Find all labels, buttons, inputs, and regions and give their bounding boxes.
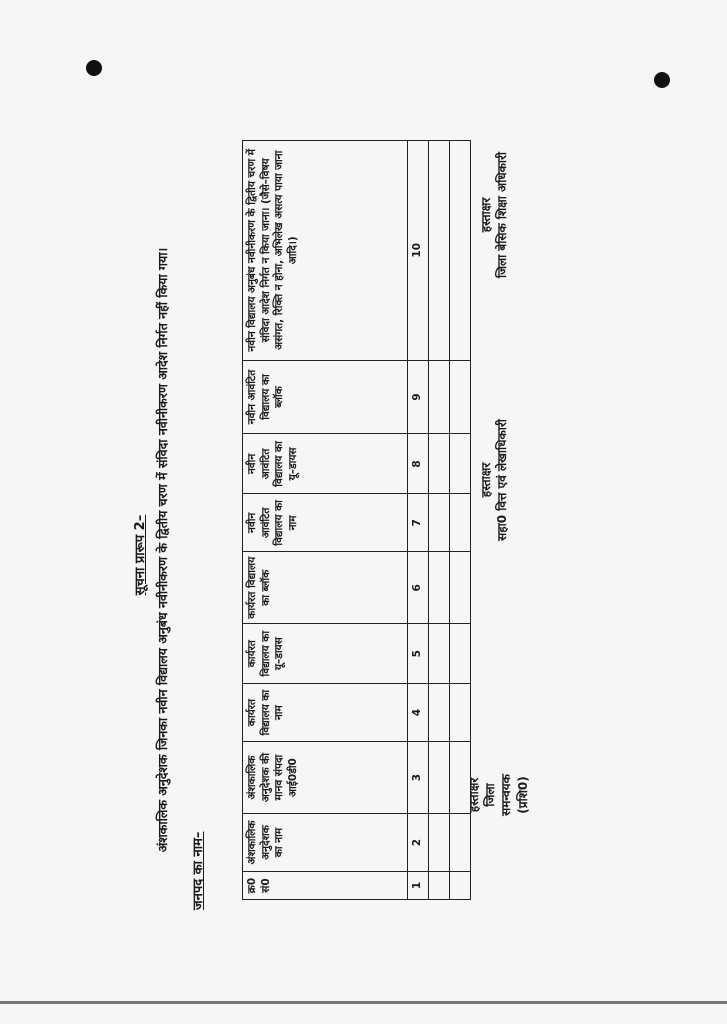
column-header: कार्यरत विद्यालय का यू–डायस: [243, 624, 408, 684]
column-number: 8: [408, 434, 429, 494]
column-number: 9: [408, 360, 429, 434]
column-number: 2: [408, 814, 429, 872]
column-number: 5: [408, 624, 429, 684]
signature-line: जिला बेसिक शिक्षा अधिकारी: [495, 151, 510, 279]
empty-cell: [429, 814, 450, 872]
column-number: 4: [408, 684, 429, 742]
empty-cell: [429, 434, 450, 494]
signature-block-basic-education-officer: [478, 120, 510, 310]
column-header: नवीन आवंटित विद्यालय का यू–डायस: [243, 434, 408, 494]
table-header-row: [243, 141, 408, 900]
empty-cell: [450, 434, 471, 494]
empty-cell: [429, 624, 450, 684]
empty-cell: [429, 360, 450, 434]
empty-cell: [450, 684, 471, 742]
empty-data-row: [429, 141, 450, 900]
page-bottom-edge: [0, 1001, 727, 1004]
empty-cell: [450, 872, 471, 900]
column-header: नवीन आवंटित विद्यालय का ब्लॉक: [243, 360, 408, 434]
district-name-label: जनपद का नाम–: [191, 831, 206, 910]
empty-cell: [450, 552, 471, 624]
signature-block-district-coordinator: [466, 750, 531, 840]
empty-cell: [429, 552, 450, 624]
empty-cell: [429, 872, 450, 900]
punch-hole-mark: [86, 60, 102, 76]
column-number: 1: [408, 872, 429, 900]
empty-cell: [450, 624, 471, 684]
column-header: अंशकालिक अनुदेशक की मानव संपदा आई0डी0: [243, 742, 408, 814]
empty-cell: [450, 360, 471, 434]
column-header: अंशकालिक अनुदेशक का नाम: [243, 814, 408, 872]
form-subheading: अंशकालिक अनुदेशक जिनका नवीन विद्यालय अनुबंध नवीनीकरण के द्वितीय चरण में संविदा नवीनीकरण आदेश निर्गत नहीं किया गया।: [155, 247, 170, 853]
column-header: कार्यरत विद्यालय का ब्लॉक: [243, 552, 408, 624]
column-number: 3: [408, 742, 429, 814]
signature-line: जिला: [483, 783, 498, 807]
empty-cell: [429, 684, 450, 742]
empty-cell: [450, 494, 471, 552]
column-header: कार्यरत विद्यालय का नाम: [243, 684, 408, 742]
instructor-table: [242, 140, 471, 900]
column-header: नवीन विद्यालय अनुबंध नवीनीकरण के द्वितीय चरण में संविदा आदेश निर्गत न किया जाना। (जैसे–विषय असंगत, रिक्ति न होना, अभिलेख असत्य पाया जाना आदि।): [243, 141, 408, 361]
column-number-row: [408, 141, 429, 900]
signature-block-finance-officer: [478, 380, 510, 580]
signature-line: हस्ताक्षर: [479, 462, 493, 498]
signature-line: समन्वयक: [499, 774, 514, 816]
signature-line: सहा0 वित्त एवं लेखाधिकारी: [495, 419, 510, 541]
signature-line: हस्ताक्षर: [467, 777, 481, 813]
form-heading: सूचना प्रारूप 2–: [133, 514, 148, 596]
empty-cell: [450, 141, 471, 361]
empty-cell: [429, 742, 450, 814]
signature-line: (प्रशि0): [515, 776, 530, 814]
empty-cell: [429, 141, 450, 361]
column-header: क्र0 सं0: [243, 872, 408, 900]
punch-hole-mark: [654, 72, 670, 88]
column-number: 10: [408, 141, 429, 361]
empty-cell: [429, 494, 450, 552]
signature-line: हस्ताक्षर: [479, 197, 493, 233]
column-number: 6: [408, 552, 429, 624]
column-number: 7: [408, 494, 429, 552]
column-header: नवीन आवंटित विद्यालय का नाम: [243, 494, 408, 552]
rotated-form: [126, 120, 576, 990]
